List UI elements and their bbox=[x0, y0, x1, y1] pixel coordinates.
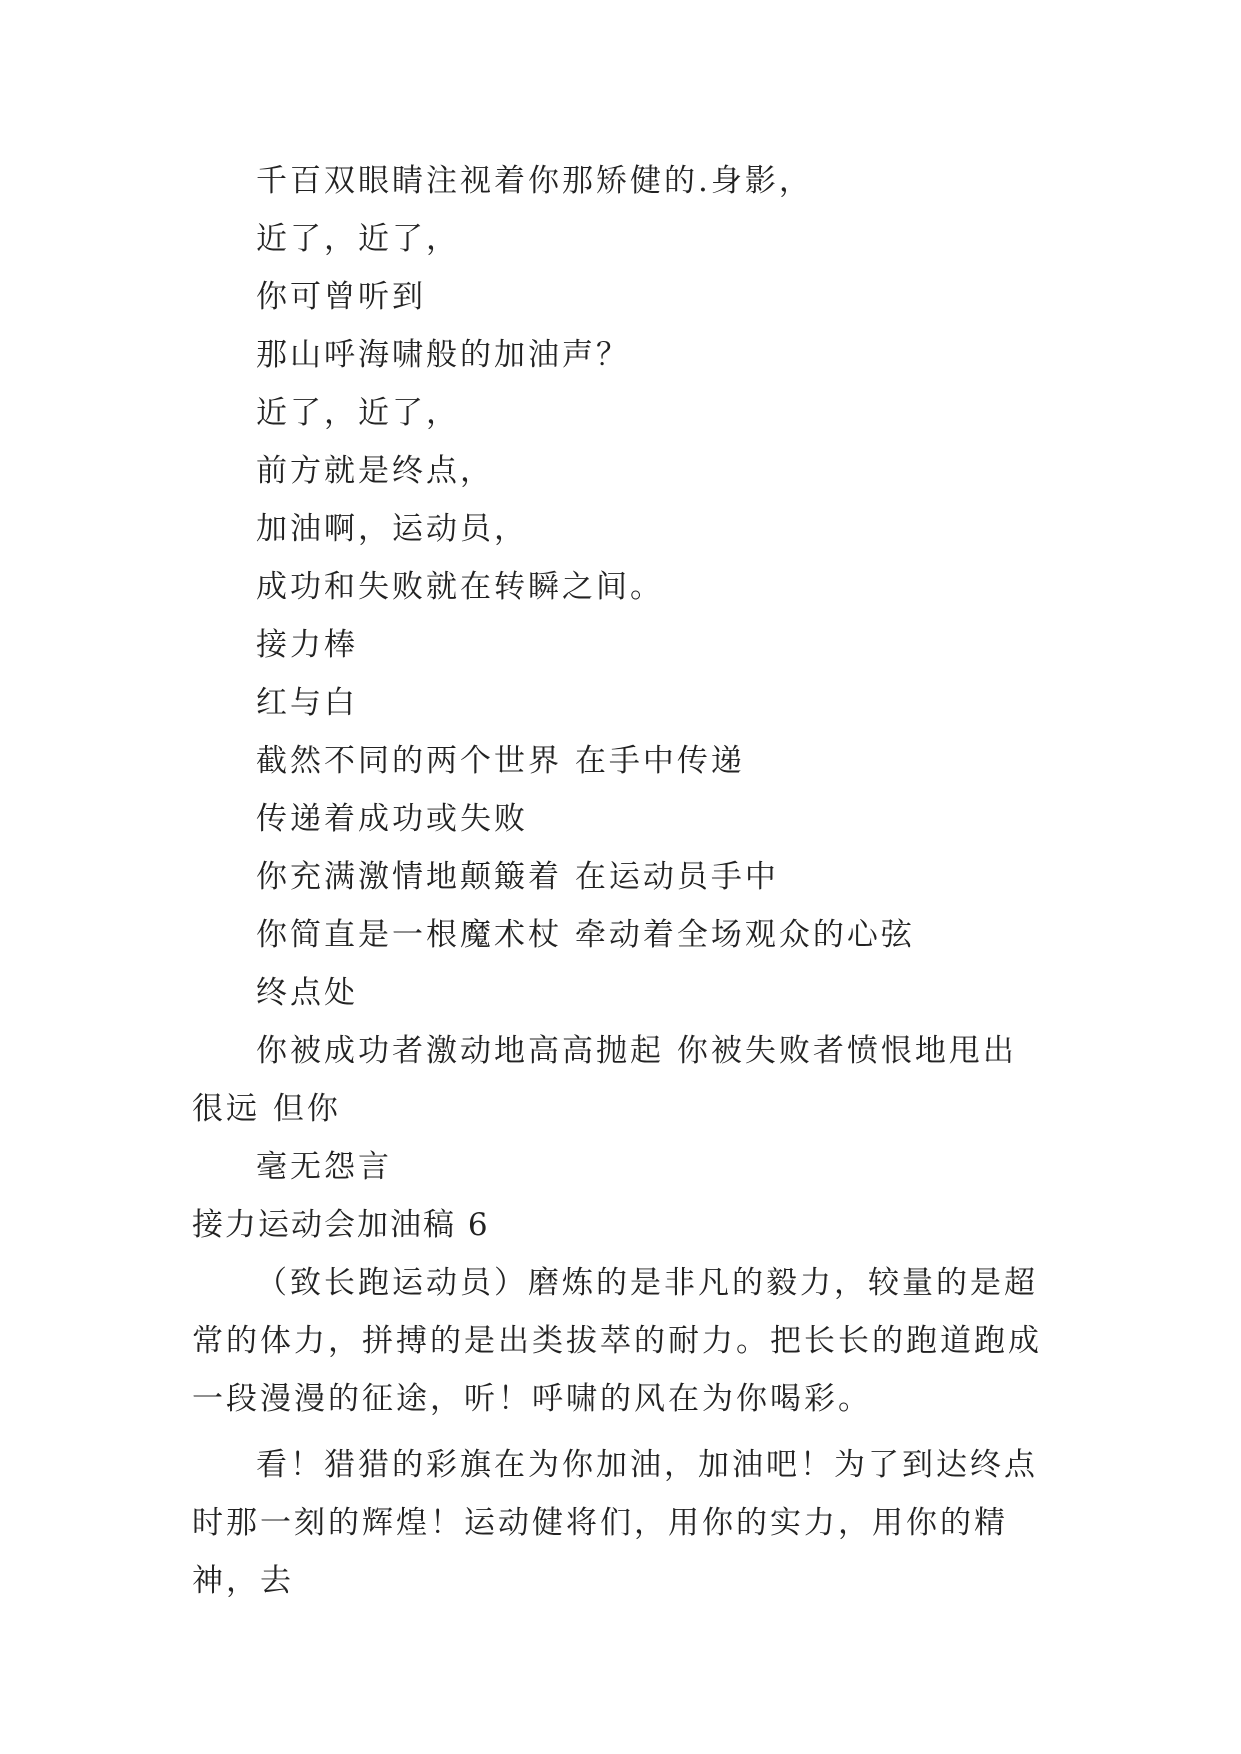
poem-line: 截然不同的两个世界 在手中传递 bbox=[256, 743, 745, 779]
poem-line: 你充满激情地颠簸着 在运动员手中 bbox=[256, 859, 779, 895]
poem-line: 前方就是终点， bbox=[256, 453, 494, 489]
poem-line: 成功和失败就在转瞬之间。 bbox=[256, 569, 664, 605]
poem-line: 红与白 bbox=[256, 685, 358, 721]
body-paragraph: 看！猎猎的彩旗在为你加油，加油吧！为了到达终点时那一刻的辉煌！运动健将们，用你的实力，用你的精神，去 bbox=[192, 1447, 1038, 1599]
poem-line: 加油啊，运动员， bbox=[256, 511, 528, 547]
poem-line: 你可曾听到 bbox=[256, 279, 426, 315]
poem-line: 近了，近了， bbox=[256, 221, 460, 257]
poem-line: 那山呼海啸般的加油声？ bbox=[256, 337, 630, 373]
poem-line: 传递着成功或失败 bbox=[256, 801, 528, 837]
poem-line: 近了，近了， bbox=[256, 395, 460, 431]
document-body bbox=[192, 152, 1050, 1610]
poem-line: 终点处 bbox=[256, 975, 358, 1011]
poem-wrapped-line: 你被成功者激动地高高抛起 你被失败者愤恨地甩出很远 但你 bbox=[192, 1033, 1017, 1127]
section-heading: 接力运动会加油稿 6 bbox=[192, 1207, 490, 1243]
poem-line: 毫无怨言 bbox=[256, 1149, 392, 1185]
poem-line: 千百双眼睛注视着你那矫健的.身影， bbox=[256, 163, 813, 199]
poem-line: 你简直是一根魔术杖 牵动着全场观众的心弦 bbox=[256, 917, 915, 953]
body-paragraph: （致长跑运动员）磨炼的是非凡的毅力，较量的是超常的体力，拼搏的是出类拔萃的耐力。把长长的跑道跑成一段漫漫的征途，听！呼啸的风在为你喝彩。 bbox=[192, 1265, 1042, 1417]
poem-line: 接力棒 bbox=[256, 627, 358, 663]
